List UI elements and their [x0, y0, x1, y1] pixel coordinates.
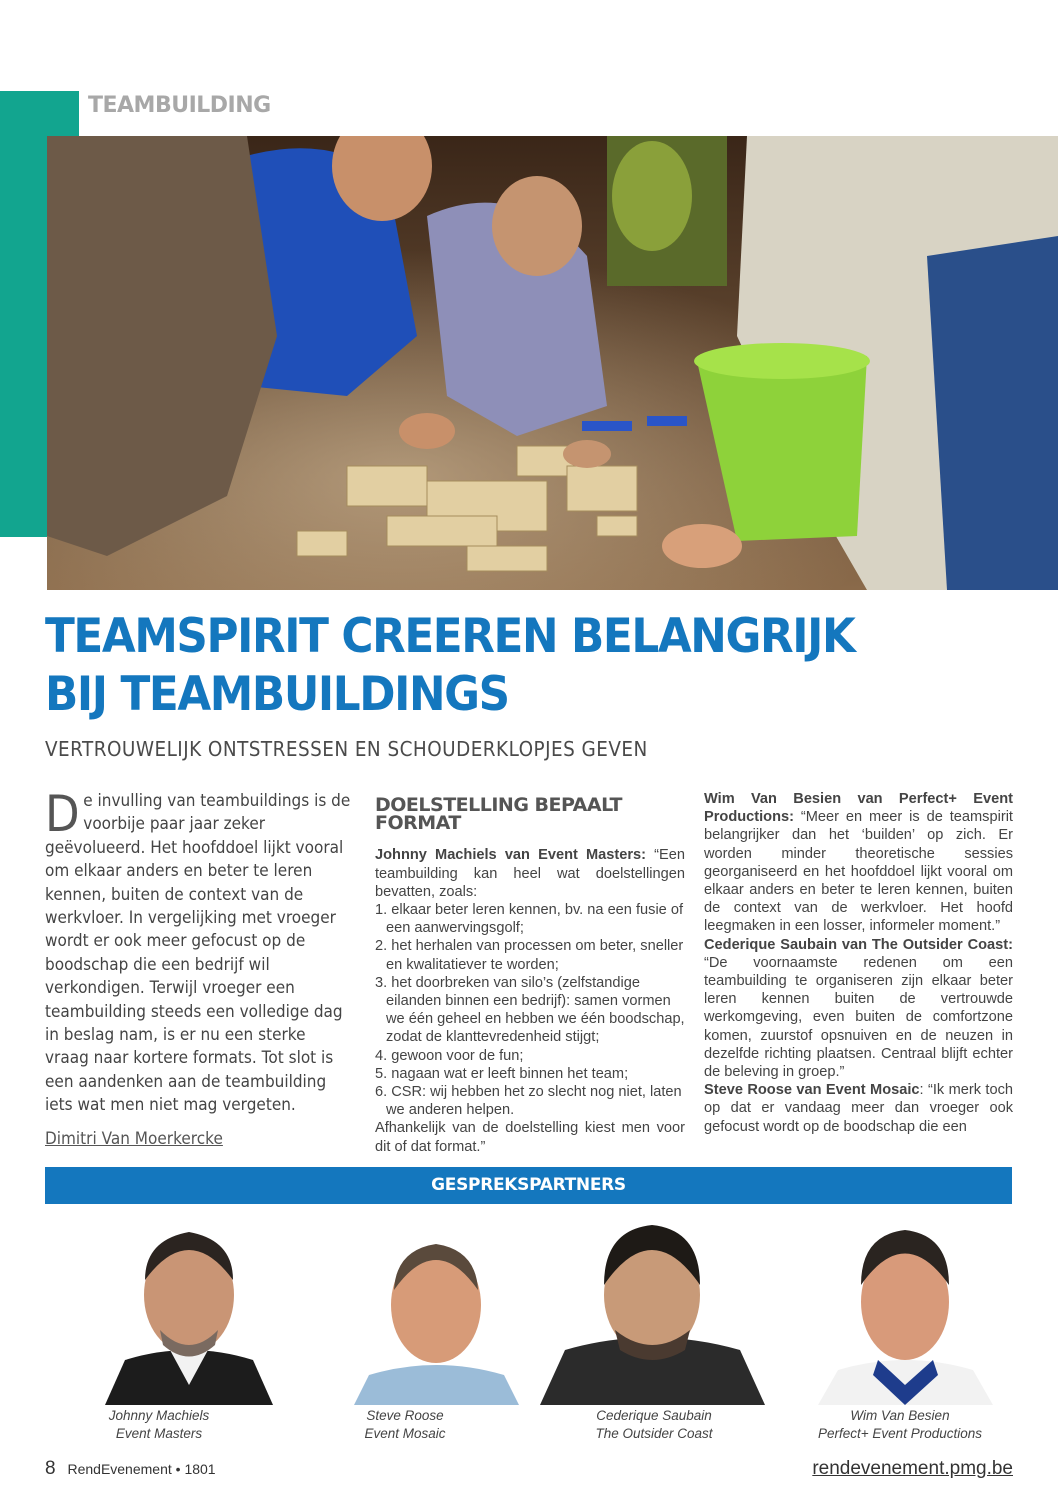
partner-company: The Outsider Coast	[595, 1426, 713, 1441]
list-item: 5. nagaan wat er leeft binnen het team;	[375, 1065, 629, 1082]
quote-text: “Meer en meer is de teamspirit belangrijker dan het ‘builden’ op zich. Er worden minder theoretische sessies georganiseerd en het hoofddoel lijkt vooral om elkaar anders en beter te leren kennen, buiten de context van de werkvloer. Het hoofd leegmaken in een losser, informeler moment.”	[704, 809, 1013, 935]
portrait-photo	[818, 1210, 993, 1405]
intro-text: e invulling van teambuildings is de voorbije paar jaar zeker geëvolueerd. Het hoofddoel lijkt vooral om elkaar anders en beter te leren kennen, buiten de context van de werkvloer. In vergelijking met vroeger wordt er ook meer gefocust op de boodschap die een bedrijf wil verkondigen. Terwijl vroeger een teambuilding steeds een volledige dag in beslag nam, is er nu een sterke vraag naar kortere formats. Tot slot is een aandenken aan de teambuilding iets wat men niet mag vergeten.	[45, 791, 351, 1116]
quote-text: : “Ik merk toch op dat er vandaag meer dan vroeger ook gefocust wordt op de boodschap die een	[704, 1082, 1013, 1135]
article-title	[45, 608, 938, 724]
list-item: 4. gewoon voor de fun;	[375, 1047, 524, 1064]
portrait-photo	[354, 1210, 519, 1405]
article-title-line1: TEAMSPIRIT CREEREN BELANGRIJK	[45, 609, 855, 664]
quote-text: “De voornaamste redenen om een teambuilding te organiseren zijn elkaar beter leren kennen buiten de vertrouwde werkomgeving, even buiten de comfortzone komen, zuurstof opsnuiven en de neuzen in dezelfde richting plaatsen. Centraal blijft echter de beleving in groep.”	[704, 954, 1013, 1081]
partner-caption	[290, 1407, 520, 1443]
partners-heading: GESPREKSPARTNERS	[45, 1167, 1012, 1204]
partner-company: Event Masters	[115, 1426, 203, 1441]
speaker-name: Steve Roose van Event Mosaic	[704, 1082, 920, 1099]
list-item: 6. CSR: wij hebben het zo slecht nog niet, laten we anderen helpen.	[375, 1084, 682, 1119]
column-two	[375, 790, 685, 1156]
article-subtitle: VERTROUWELIJK ONTSTRESSEN EN SCHOUDERKLOPJES GEVEN	[45, 737, 648, 761]
partner-name: Wim Van Besien	[850, 1408, 950, 1423]
page-number: 8	[45, 1458, 56, 1479]
website-link[interactable]: rendevenement.pmg.be	[812, 1458, 1013, 1479]
article-title-line2: BIJ TEAMBUILDINGS	[45, 667, 509, 722]
column-heading: DOELSTELLING BEPAALT FORMAT	[375, 794, 623, 835]
partner-name: Steve Roose	[366, 1408, 444, 1423]
portrait-photo	[540, 1210, 765, 1405]
partner-company: Event Mosaic	[364, 1426, 446, 1441]
list-item: 2. het herhalen van processen om beter, sneller en kwalitatiever te worden;	[375, 938, 684, 973]
partner-caption	[539, 1407, 769, 1443]
column-three	[704, 790, 1013, 1136]
drop-cap: D	[45, 785, 80, 843]
partner-name: Cederique Saubain	[596, 1408, 712, 1423]
partner-name: Johnny Machiels	[108, 1408, 210, 1423]
portrait-photo	[105, 1210, 273, 1405]
objectives-list	[375, 901, 685, 1119]
intro-column	[45, 785, 353, 1151]
list-item: 3. het doorbreken van silo’s (zelfstandige eilanden binnen een bedrijf): samen vormen we één geheel en hebben we één boodschap, zodat de klanttevredenheid stijgt;	[375, 974, 685, 1046]
speaker-name: Cederique Saubain van The Outsider Coast:	[704, 936, 1013, 953]
hero-photo	[47, 136, 1058, 590]
partner-company: Perfect+ Event Productions	[818, 1426, 982, 1441]
publication-issue: RendEvenement • 1801	[67, 1461, 216, 1477]
list-item: 1. elkaar beter leren kennen, bv. na een fusie of een aanwervingsgolf;	[375, 902, 684, 937]
quote-text: “Een teambuilding kan heel wat doelstellingen bevatten, zoals:	[375, 847, 685, 900]
author-byline[interactable]: Dimitri Van Moerkercke	[45, 1128, 223, 1149]
footer-publication	[45, 1458, 216, 1480]
partner-caption	[44, 1407, 274, 1443]
speaker-name: Johnny Machiels van Event Masters:	[375, 847, 647, 864]
partner-caption	[785, 1407, 1015, 1443]
speaker-name: Wim Van Besien van Perfect+ Event Productions:	[704, 791, 1013, 826]
section-label: TEAMBUILDING	[88, 93, 271, 118]
quote-text: Afhankelijk van de doelstelling kiest men voor dit of dat format.”	[375, 1120, 685, 1155]
